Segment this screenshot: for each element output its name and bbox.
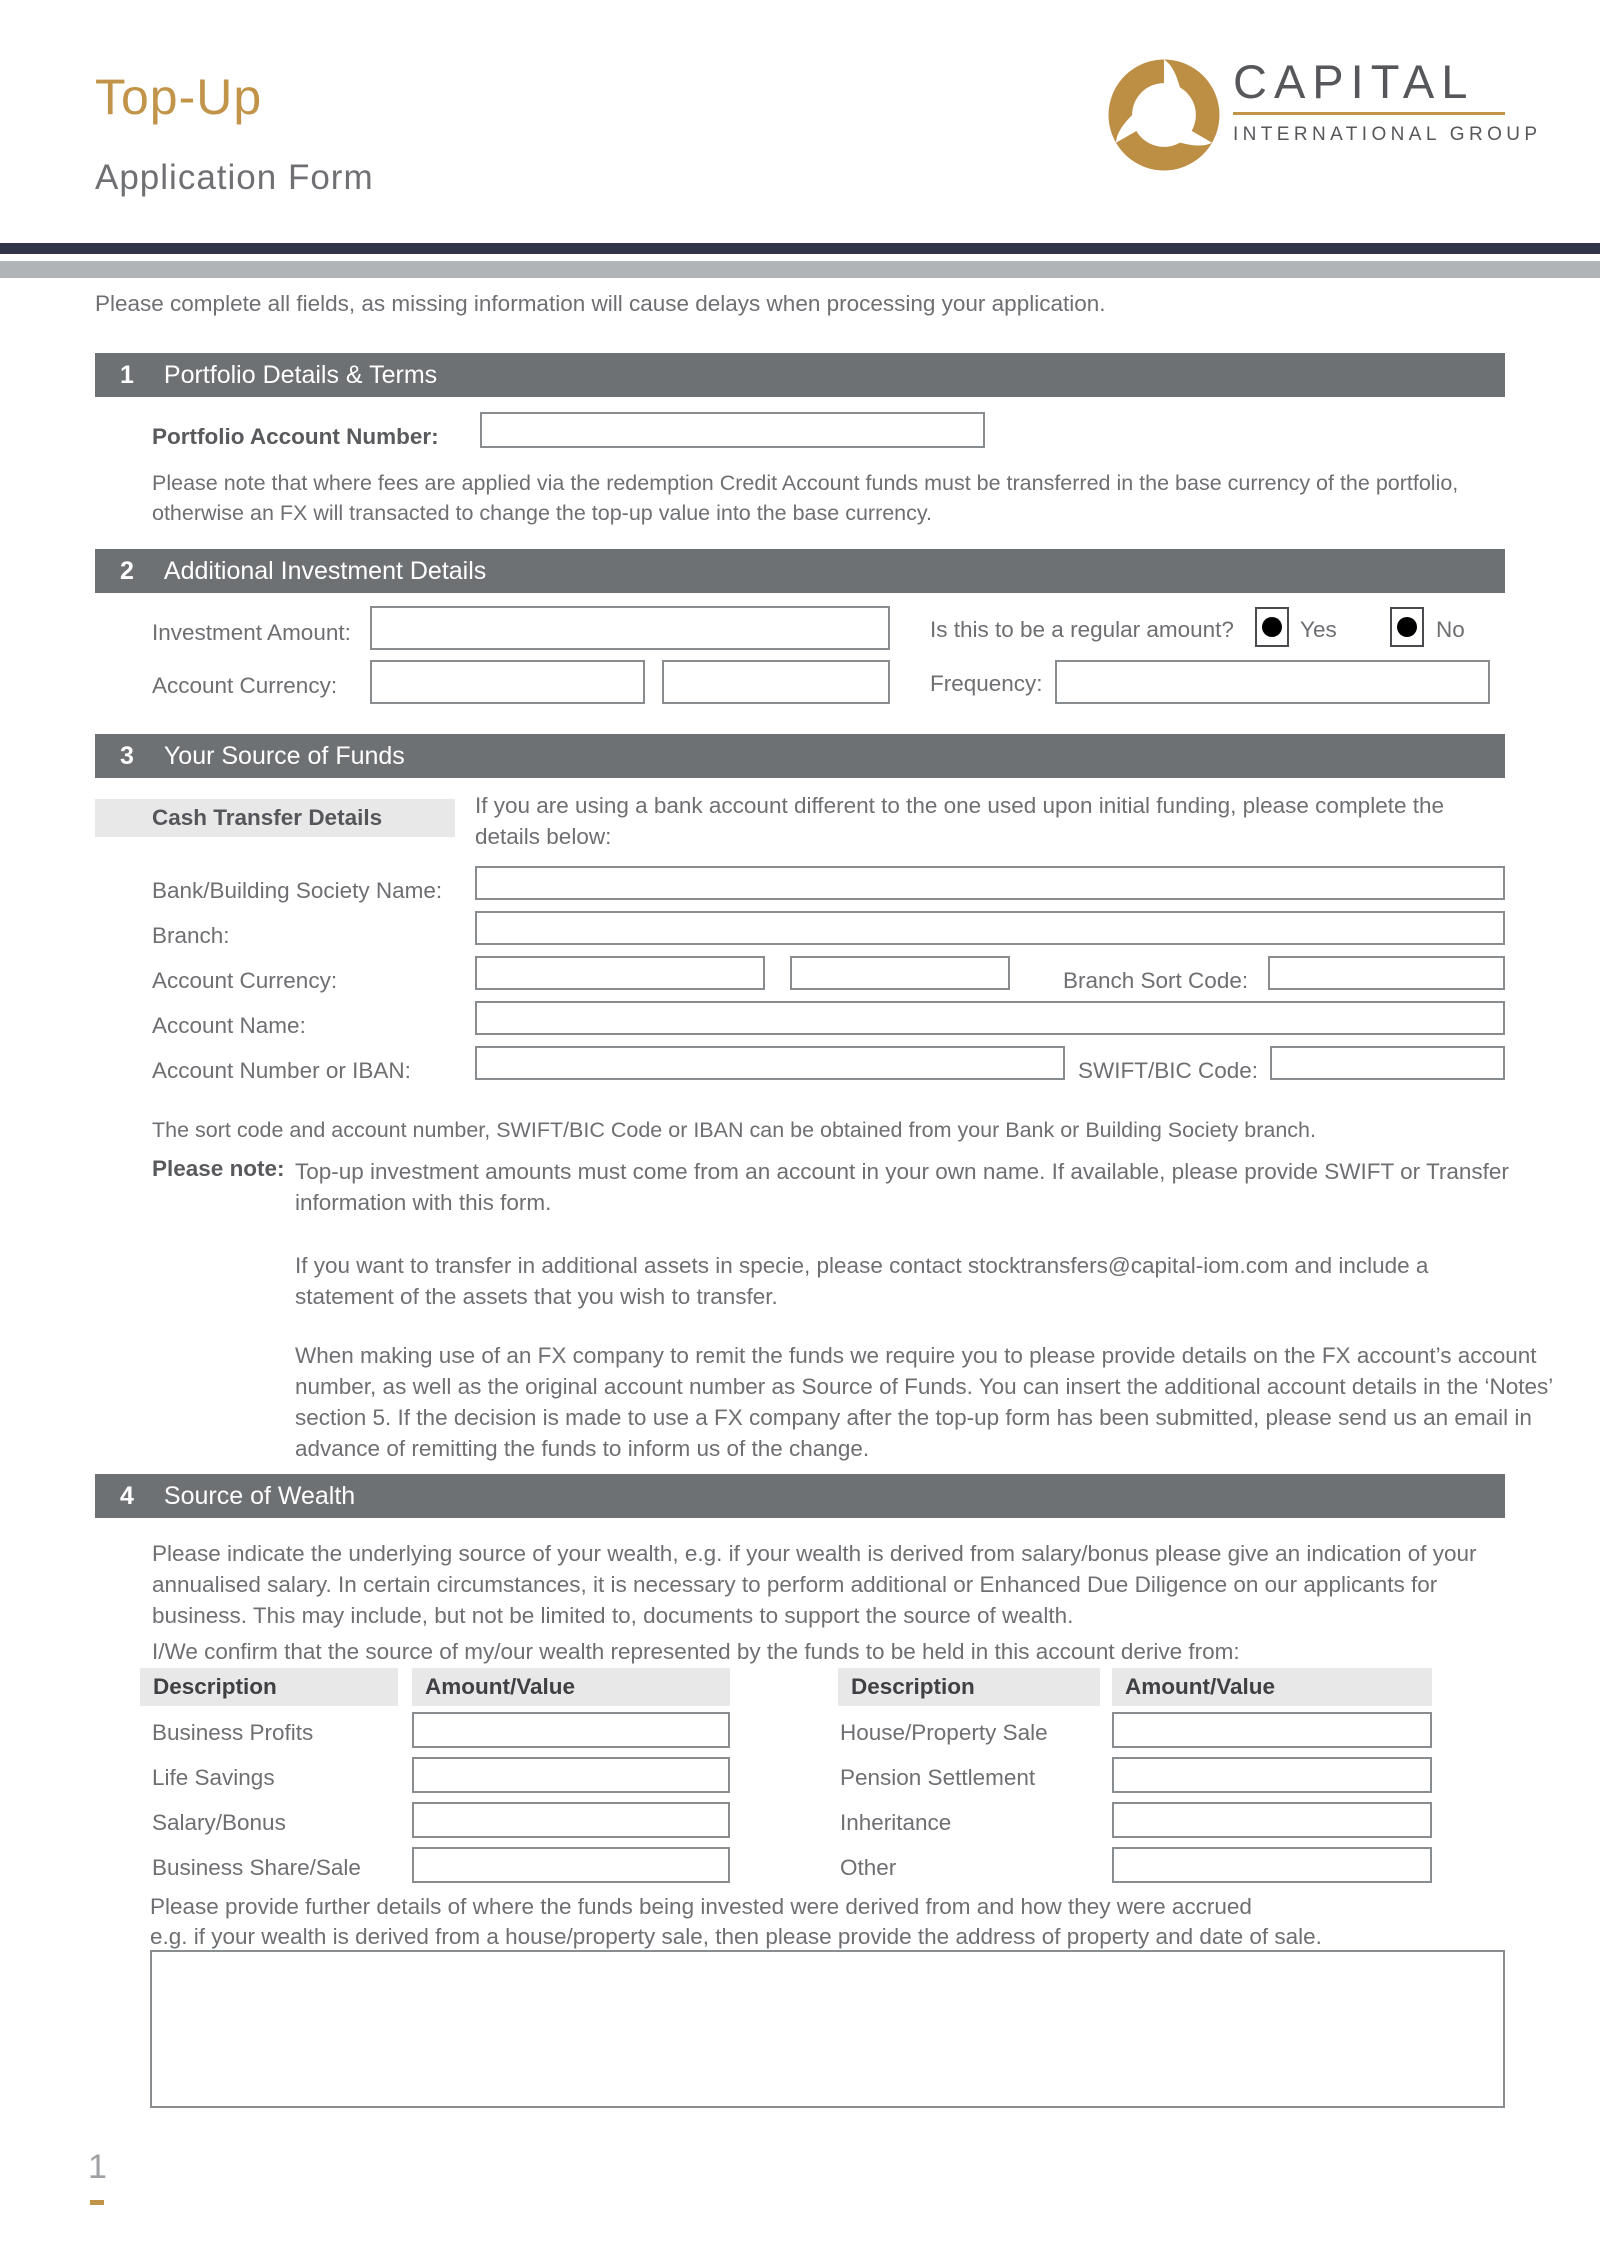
header-gray-bar: [0, 261, 1600, 278]
section4-number: 4: [120, 1481, 134, 1510]
section2-number: 2: [120, 556, 134, 585]
business-profits-input[interactable]: [412, 1712, 730, 1748]
business-share-sale-input[interactable]: [412, 1847, 730, 1883]
regular-amount-no-radio[interactable]: [1390, 607, 1424, 647]
row-label-inheritance: Inheritance: [840, 1810, 952, 1835]
no-radio-dot: [1397, 617, 1417, 637]
row-label-pension-settlement: Pension Settlement: [840, 1765, 1036, 1790]
s3-account-currency-input-1[interactable]: [475, 956, 765, 990]
account-number-input[interactable]: [475, 1046, 1065, 1080]
please-note-paragraph-3: When making use of an FX company to remit the funds we require you to please provide details on the FX account’s account number, as well as the original account number as Source of Funds. You can insert the additional account details in the ‘Notes’ section 5. If the decision is made to use a FX company after the top-up form has been submitted, please send us an email in advance of remitting the funds to inform us of the change.: [295, 1343, 1553, 1461]
account-currency-input-2[interactable]: [662, 660, 890, 704]
row-label-house-property-sale: House/Property Sale: [840, 1720, 1048, 1745]
section1-note: Please note that where fees are applied via the redemption Credit Account funds must be transferred in the base currency of the portfolio, otherwise an FX will transacted to change the top-up value into the base currency.: [152, 471, 1459, 525]
account-number-label: Account Number or IBAN:: [152, 1058, 411, 1083]
portfolio-account-number-input[interactable]: [480, 412, 985, 448]
table-header-description-left: Description: [140, 1668, 398, 1706]
header-navy-bar: [0, 243, 1600, 254]
swift-bic-label: SWIFT/BIC Code:: [1078, 1058, 1259, 1083]
account-currency-label: Account Currency:: [152, 673, 338, 698]
section3-title: Your Source of Funds: [163, 741, 405, 770]
logo-gold-rule: [1233, 112, 1505, 115]
investment-amount-label: Investment Amount:: [152, 620, 351, 645]
section1-header: [95, 353, 1505, 397]
bank-name-label: Bank/Building Society Name:: [152, 878, 443, 903]
s3-account-currency-input-2[interactable]: [790, 956, 1010, 990]
table-header-amount-left: Amount/Value: [412, 1668, 730, 1706]
branch-label: Branch:: [152, 923, 230, 948]
intro-text: Please complete all fields, as missing information will cause delays when processing your application.: [95, 291, 1106, 316]
row-label-other: Other: [840, 1855, 897, 1880]
salary-bonus-input[interactable]: [412, 1802, 730, 1838]
other-input[interactable]: [1112, 1847, 1432, 1883]
section3-header: [95, 734, 1505, 778]
section4-intro: Please indicate the underlying source of your wealth, e.g. if your wealth is derived from salary/bonus please give an indication of your annualised salary. In certain circumstances, it is necessary to perform additional or Enhanced Due Diligence on our applicants for business. This may include, but not be limited to, documents to support the source of wealth.: [152, 1541, 1477, 1628]
yes-radio-dot: [1262, 617, 1282, 637]
logo-name: CAPITAL: [1233, 55, 1475, 108]
section2-header: [95, 549, 1505, 593]
further-details-textarea[interactable]: [150, 1950, 1505, 2108]
investment-amount-input[interactable]: [370, 606, 890, 650]
logo-tagline: INTERNATIONAL GROUP: [1233, 123, 1542, 145]
sort-code-note: The sort code and account number, SWIFT/BIC Code or IBAN can be obtained from your Bank or Building Society branch.: [152, 1118, 1316, 1142]
please-note-label: Please note:: [152, 1156, 285, 1181]
section4-title: Source of Wealth: [163, 1481, 356, 1510]
section1-title: Portfolio Details & Terms: [163, 360, 438, 389]
page-title: Top-Up: [95, 69, 263, 125]
house-property-sale-input[interactable]: [1112, 1712, 1432, 1748]
regular-amount-yes-radio[interactable]: [1255, 607, 1289, 647]
yes-label: Yes: [1300, 617, 1337, 642]
frequency-label: Frequency:: [930, 671, 1043, 696]
regular-amount-question: Is this to be a regular amount?: [930, 617, 1234, 642]
section2-title: Additional Investment Details: [163, 556, 487, 585]
no-label: No: [1436, 617, 1465, 642]
further-details-line-1: Please provide further details of where the funds being invested were derived from and how they were accrued: [150, 1894, 1252, 1919]
section3-number: 3: [120, 741, 134, 770]
section4-confirm-text: I/We confirm that the source of my/our wealth represented by the funds to be held in this account derive from:: [152, 1639, 1240, 1664]
account-currency-input-1[interactable]: [370, 660, 645, 704]
row-label-business-profits: Business Profits: [152, 1720, 314, 1745]
company-logo: [1105, 56, 1541, 179]
account-name-label: Account Name:: [152, 1013, 306, 1038]
please-note-paragraph-1: Top-up investment amounts must come from an account in your own name. If available, please provide SWIFT or Transfer information with this form.: [295, 1159, 1509, 1215]
account-name-input[interactable]: [475, 1001, 1505, 1035]
page-number-gold-dash: [90, 2200, 104, 2205]
further-details-line-2: e.g. if your wealth is derived from a house/property sale, then please provide the address of property and date of sale.: [150, 1924, 1322, 1949]
inheritance-input[interactable]: [1112, 1802, 1432, 1838]
table-header-description-right: Description: [838, 1668, 1100, 1706]
capital-swirl-icon: [1105, 56, 1223, 179]
swift-bic-input[interactable]: [1270, 1046, 1505, 1080]
account-currency-label-s3: Account Currency:: [152, 968, 338, 993]
section4-header: [95, 1474, 1505, 1518]
section1-number: 1: [120, 360, 134, 389]
cash-transfer-intro: If you are using a bank account different to the one used upon initial funding, please complete the details below:: [475, 793, 1445, 849]
pension-settlement-input[interactable]: [1112, 1757, 1432, 1793]
portfolio-account-number-label: Portfolio Account Number:: [152, 424, 439, 449]
branch-sort-code-input[interactable]: [1268, 956, 1505, 990]
page-number: 1: [88, 2148, 107, 2186]
branch-sort-code-label: Branch Sort Code:: [1063, 968, 1249, 993]
bank-name-input[interactable]: [475, 866, 1505, 900]
row-label-salary-bonus: Salary/Bonus: [152, 1810, 286, 1835]
page-subtitle: Application Form: [95, 158, 374, 197]
logo-text: [1233, 56, 1541, 146]
cash-transfer-details-label: Cash Transfer Details: [95, 799, 455, 837]
branch-input[interactable]: [475, 911, 1505, 945]
please-note-paragraph-2: If you want to transfer in additional assets in specie, please contact stocktransfers@capital-iom.com and include a statement of the assets that you wish to transfer.: [295, 1253, 1429, 1309]
life-savings-input[interactable]: [412, 1757, 730, 1793]
table-header-amount-right: Amount/Value: [1112, 1668, 1432, 1706]
frequency-input[interactable]: [1055, 660, 1490, 704]
row-label-life-savings: Life Savings: [152, 1765, 275, 1790]
row-label-business-share-sale: Business Share/Sale: [152, 1855, 361, 1880]
